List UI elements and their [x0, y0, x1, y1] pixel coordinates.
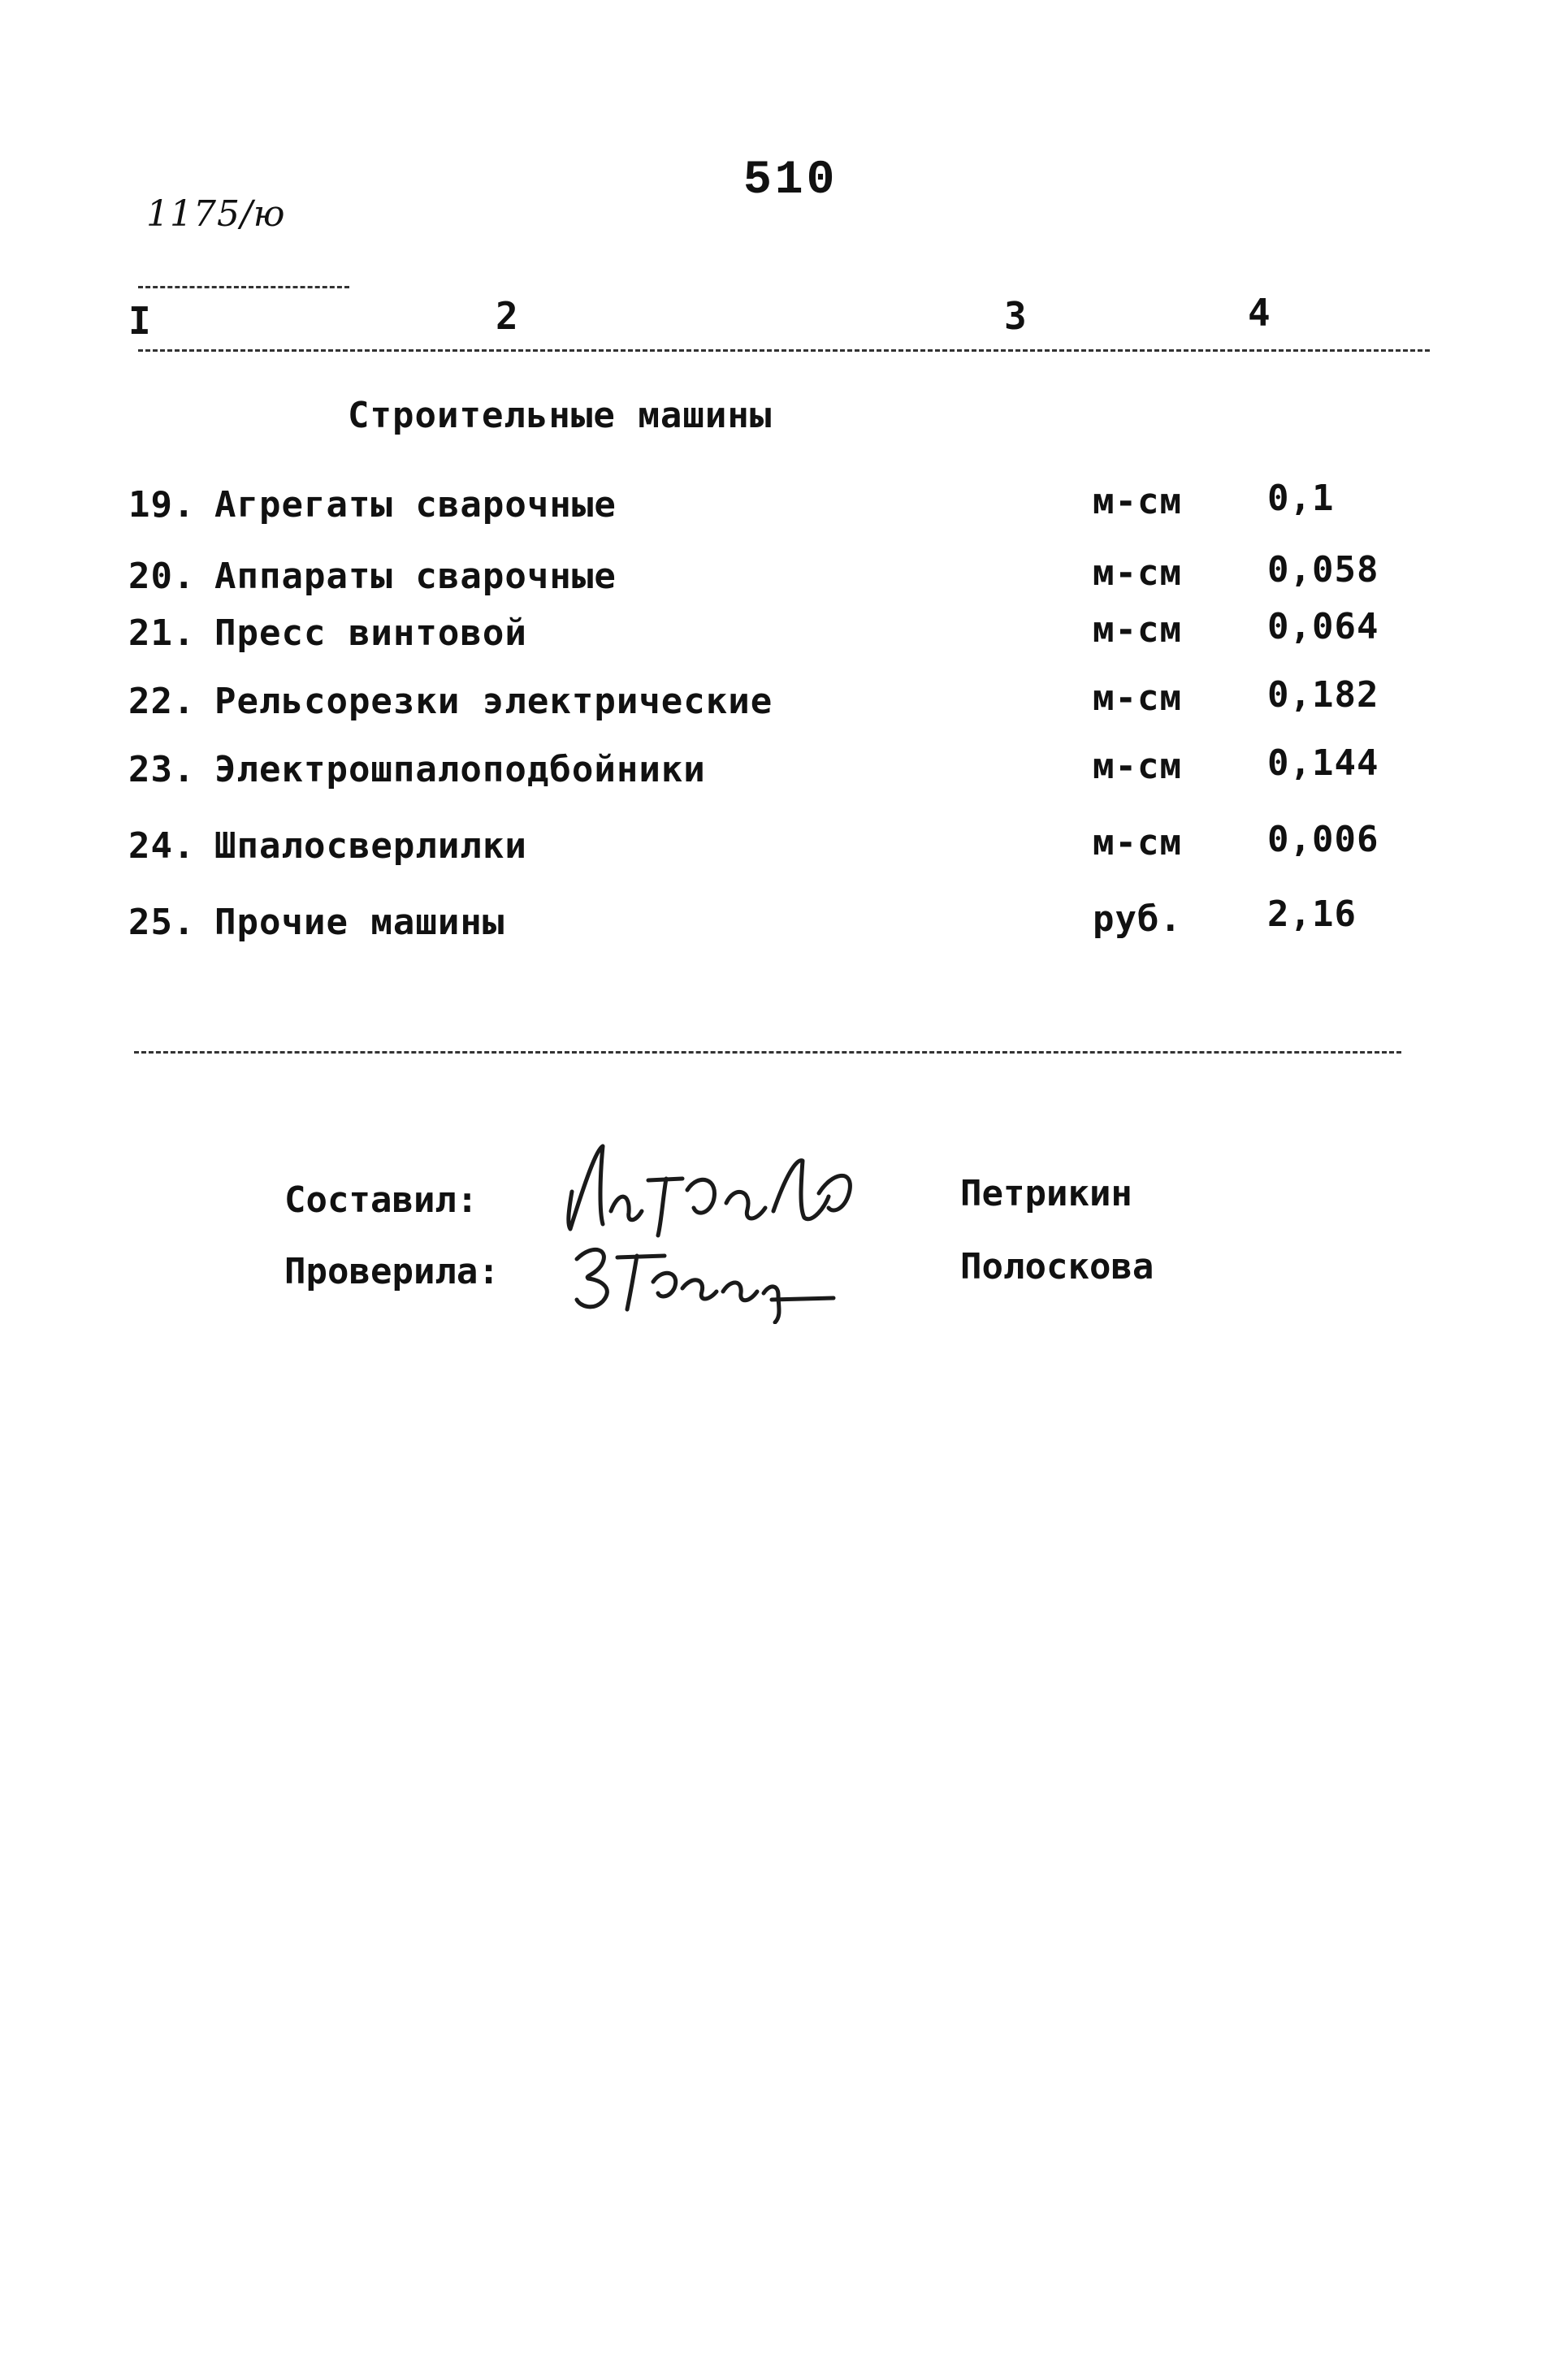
row-name: Пресс винтовой	[214, 612, 527, 654]
row-name: Аппараты сварочные	[214, 556, 617, 597]
row-value: 0,064	[1267, 606, 1379, 647]
document-number: 1175/ю	[146, 193, 286, 235]
row-unit: м-см	[1093, 677, 1182, 719]
row-name: Агрегаты сварочные	[214, 484, 617, 526]
checked-by-name: Полоскова	[960, 1246, 1154, 1287]
row-unit: м-см	[1093, 746, 1182, 787]
compiled-by-label: Составил:	[284, 1179, 478, 1221]
row-value: 0,058	[1267, 549, 1379, 591]
top-short-rule	[138, 286, 349, 288]
row-number: 21.	[128, 612, 196, 654]
row-value: 0,144	[1267, 742, 1379, 784]
column-header-1: I	[128, 299, 151, 343]
row-value: 0,1	[1267, 478, 1335, 519]
row-unit: руб.	[1093, 898, 1182, 940]
compiled-by-name: Петрикин	[960, 1173, 1132, 1214]
row-unit: м-см	[1093, 609, 1182, 651]
checked-by-signature	[569, 1235, 845, 1324]
column-header-4: 4	[1248, 291, 1271, 335]
row-number: 24.	[128, 825, 196, 867]
row-unit: м-см	[1093, 552, 1182, 594]
row-name: Электрошпалоподбойники	[214, 749, 706, 790]
row-number: 23.	[128, 749, 196, 790]
checked-by-label: Проверила:	[284, 1251, 500, 1292]
row-name: Прочие машины	[214, 902, 505, 943]
row-number: 20.	[128, 556, 196, 597]
compiled-by-signature	[561, 1133, 877, 1239]
row-value: 0,006	[1267, 819, 1379, 860]
row-name: Рельсорезки электрические	[214, 681, 773, 722]
row-number: 25.	[128, 902, 196, 943]
row-unit: м-см	[1093, 822, 1182, 863]
page-number: 510	[743, 154, 838, 207]
section-title: Строительные машины	[348, 395, 773, 436]
row-number: 22.	[128, 681, 196, 722]
row-value: 2,16	[1267, 894, 1357, 935]
row-name: Шпалосверлилки	[214, 825, 527, 867]
header-rule	[138, 349, 1430, 352]
row-number: 19.	[128, 484, 196, 526]
row-unit: м-см	[1093, 481, 1182, 522]
column-header-3: 3	[1004, 294, 1027, 338]
bottom-rule	[134, 1051, 1401, 1054]
column-header-2: 2	[496, 294, 518, 338]
row-value: 0,182	[1267, 674, 1379, 716]
